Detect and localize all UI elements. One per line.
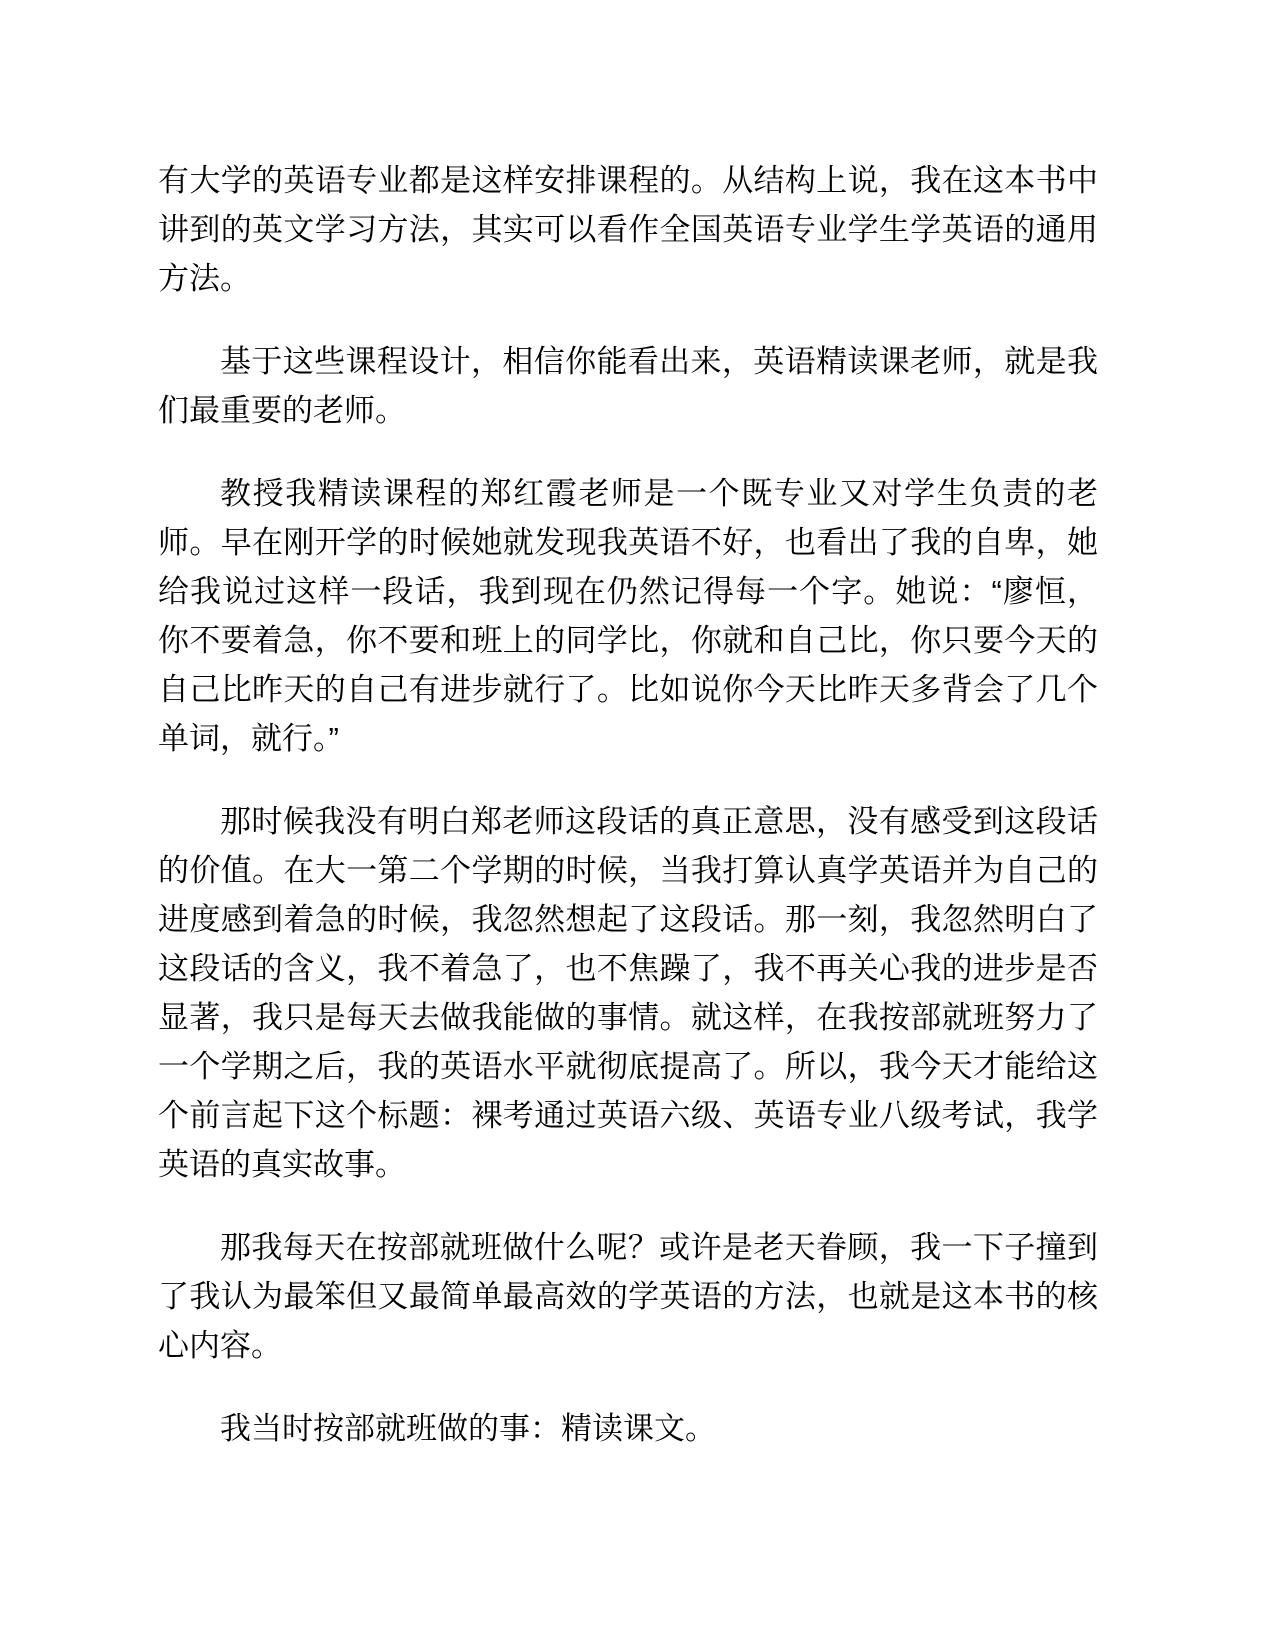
- page-body-text: [158, 156, 1098, 1487]
- paragraph: 基于这些课程设计，相信你能看出来，英语精读课老师，就是我们最重要的老师。: [158, 344, 1098, 428]
- paragraph-continuation: 有大学的英语专业都是这样安排课程的。从结构上说，我在这本书中讲到的英文学习方法，其实可以看作全国英语专业学生学英语的通用方法。: [158, 163, 1098, 296]
- paragraph: 我当时按部就班做的事：精读课文。: [220, 1411, 716, 1446]
- paragraph: 教授我精读课程的郑红霞老师是一个既专业又对学生负责的老师。早在刚开学的时候她就发现我英语不好，也看出了我的自卑，她给我说过这样一段话，我到现在仍然记得每一个字。她说：“廖恒，你不要着急，你不要和班上的同学比，你就和自己比，你只要今天的自己比昨天的自己有进步就行了。比如说你今天比昨天多背会了几个单词，就行。”: [158, 476, 1098, 756]
- paragraph: 那我每天在按部就班做什么呢？或许是老天眷顾，我一下子撞到了我认为最笨但又最简单最高效的学英语的方法，也就是这本书的核心内容。: [158, 1230, 1098, 1363]
- paragraph: 那时候我没有明白郑老师这段话的真正意思，没有感受到这段话的价值。在大一第二个学期的时候，当我打算认真学英语并为自己的进度感到着急的时候，我忽然想起了这段话。那一刻，我忽然明白了这段话的含义，我不着急了，也不焦躁了，我不再关心我的进步是否显著，我只是每天去做我能做的事情。就这样，在我按部就班努力了一个学期之后，我的英语水平就彻底提高了。所以，我今天才能给这个前言起下这个标题：裸考通过英语六级、英语专业八级考试，我学英语的真实故事。: [158, 804, 1098, 1182]
